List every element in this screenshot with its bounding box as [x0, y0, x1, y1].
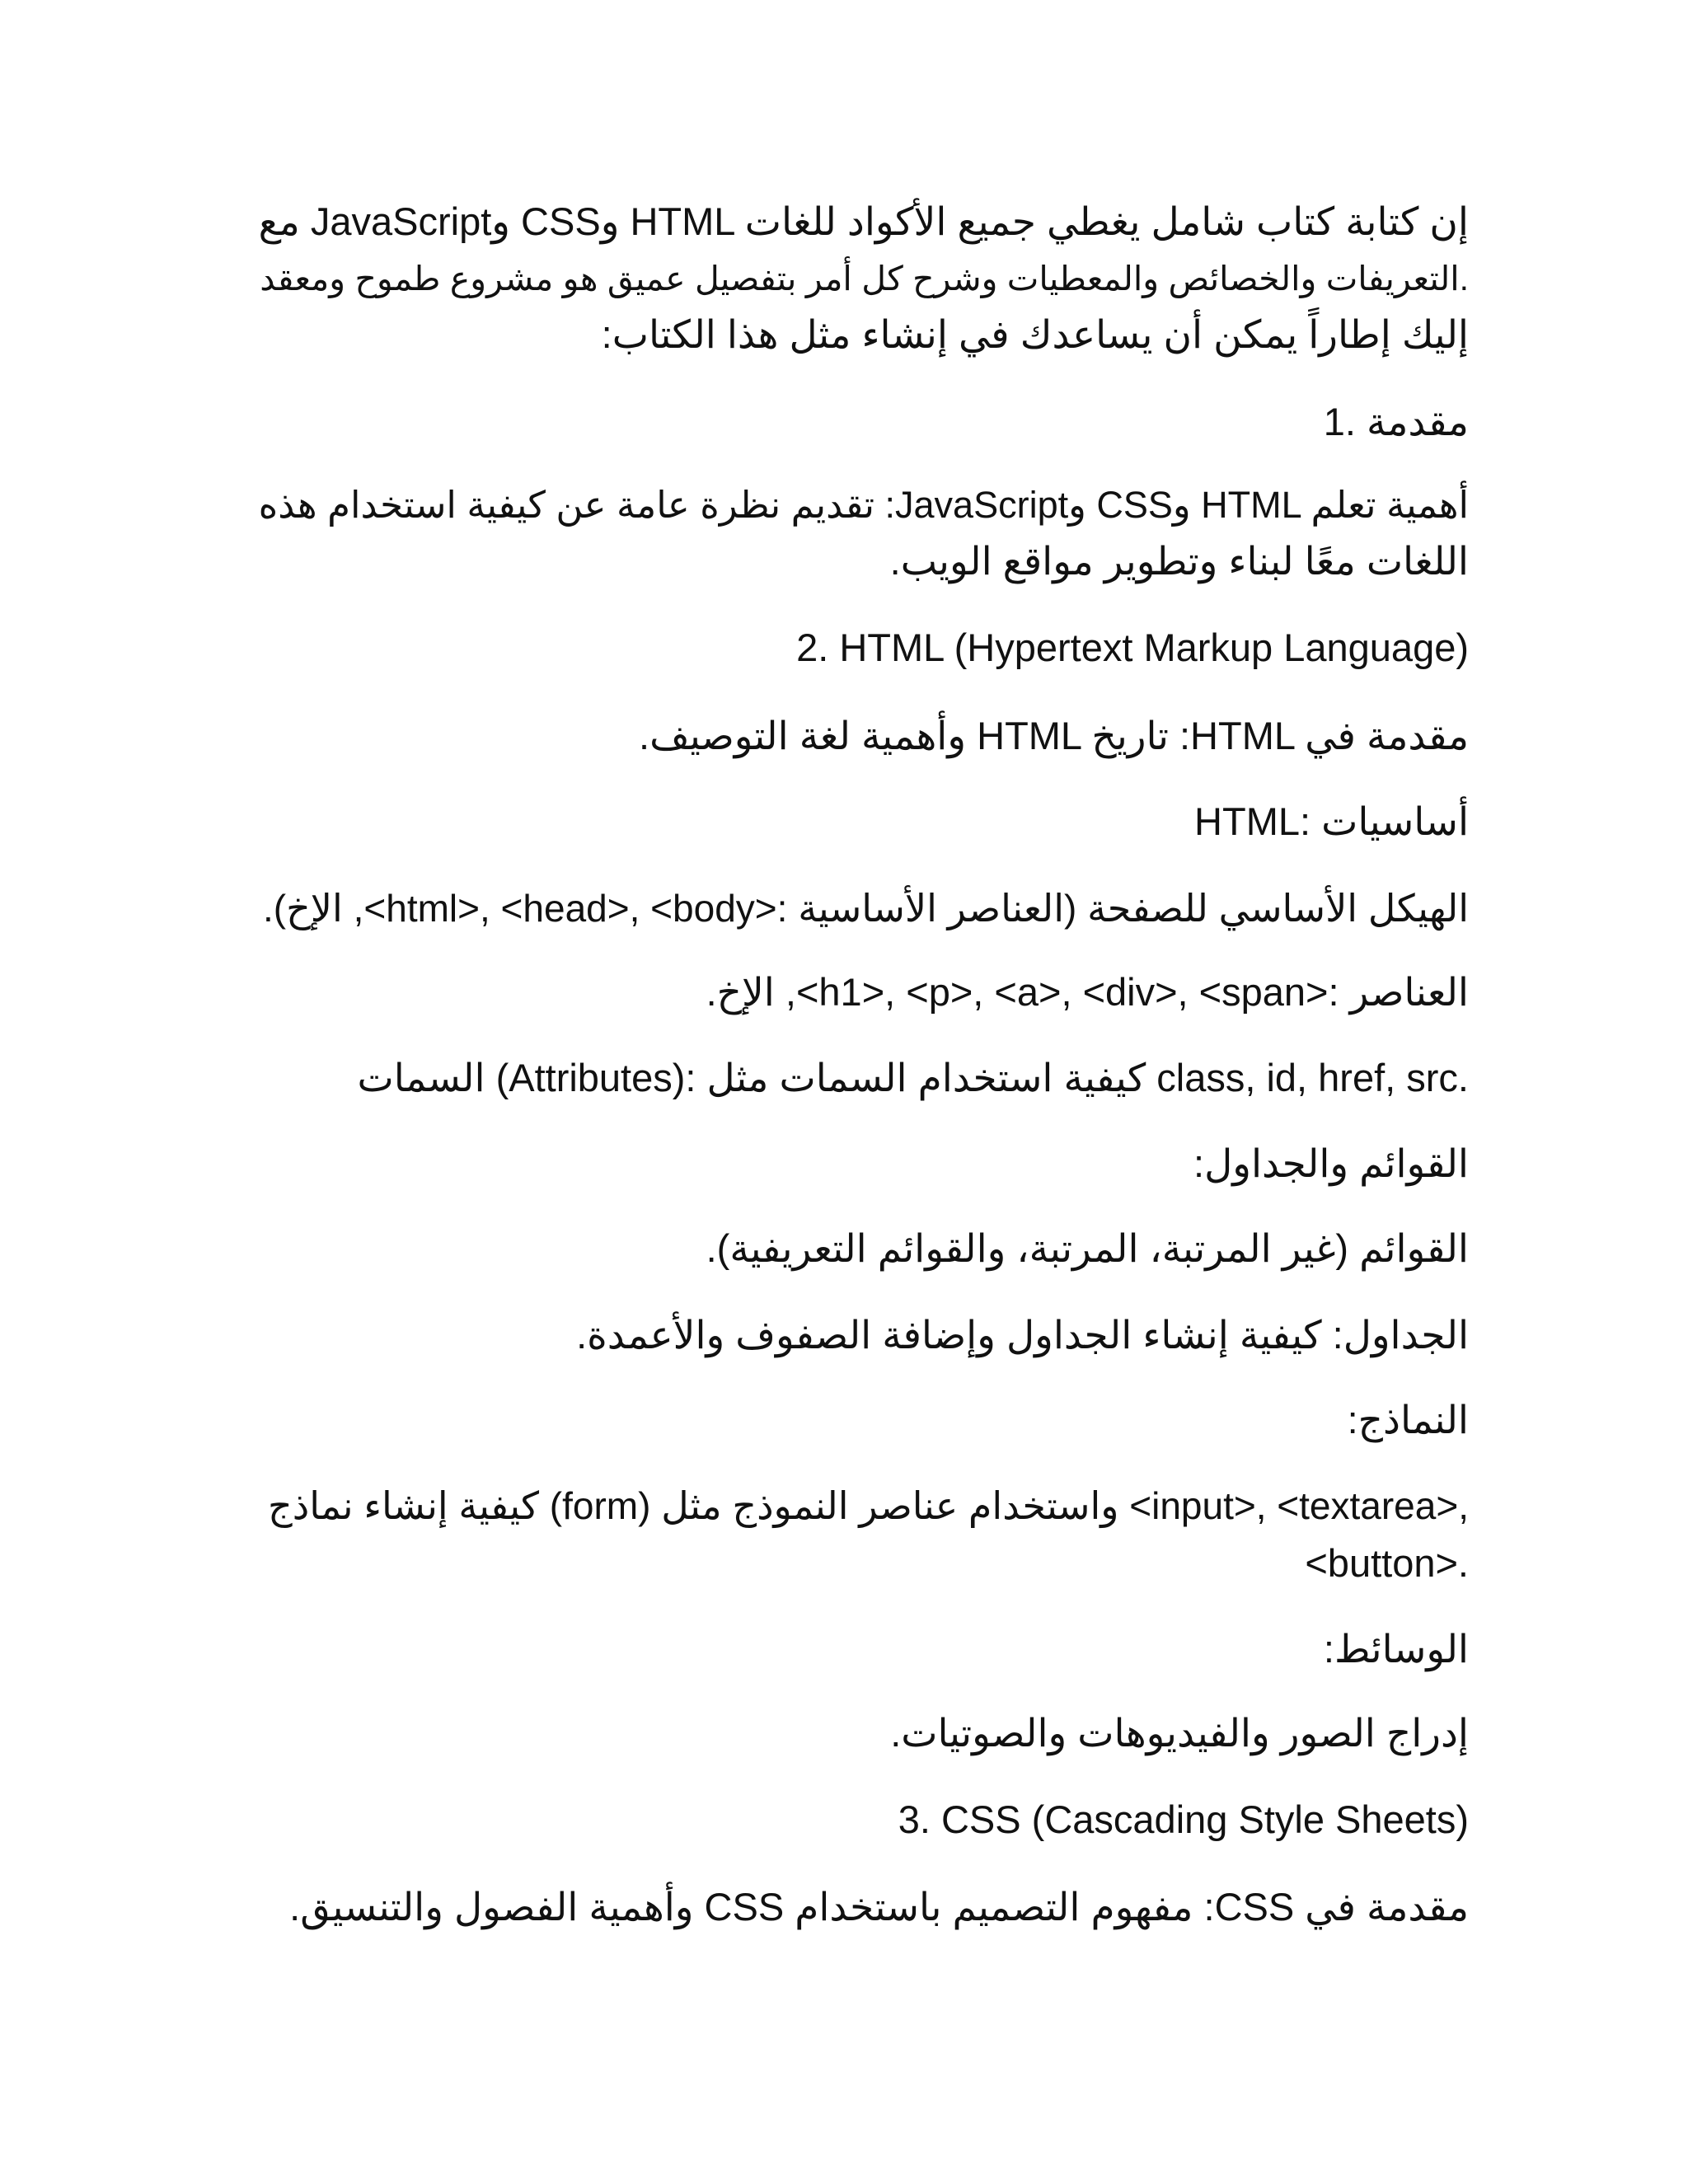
text-line — [249, 1480, 1469, 1531]
heading-text: مقدمة .1 — [1323, 400, 1469, 443]
text-line — [249, 1138, 1469, 1189]
text-span: السمات (Attributes): كيفية استخدام السمات مثل class, id, href, src. — [357, 1056, 1469, 1099]
text-span: كيفية إنشاء نماذج (form) واستخدام عناصر النموذج مثل <input>, <textarea>, — [268, 1484, 1469, 1527]
text-line — [249, 796, 1469, 847]
text-line — [249, 1052, 1469, 1104]
text-span: مع JavaScriptو CSSو HTML إن كتابة كتاب شامل يغطي جميع الأكواد للغات — [258, 199, 1469, 243]
text-line — [249, 536, 1469, 587]
text-span: .وأهمية لغة التوصيف HTML تاريخ :HTML مقدمة في — [639, 714, 1469, 757]
text-span: .(الإخ ,<html>, <head>, <body>: العناصر الأساسية) الهيكل الأساسي للصفحة — [262, 887, 1469, 930]
text-span: .الجداول: كيفية إنشاء الجداول وإضافة الصفوف والأعمدة — [576, 1313, 1469, 1357]
text-line — [249, 253, 1469, 304]
text-span: :إليك إطاراً يمكن أن يساعدك في إنشاء مثل هذا الكتاب — [601, 312, 1469, 356]
text-line — [249, 196, 1469, 247]
text-line — [249, 1882, 1469, 1933]
section-heading — [249, 1794, 1469, 1845]
text-span: .وأهمية الفصول والتنسيق CSS مفهوم التصميم باستخدام :CSS مقدمة في — [289, 1885, 1469, 1929]
text-line — [249, 1310, 1469, 1361]
text-line — [249, 1223, 1469, 1274]
text-line — [249, 710, 1469, 762]
text-span: .إدراج الصور والفيديوهات والصوتيات — [890, 1711, 1469, 1755]
text-span: :الوسائط — [1323, 1627, 1469, 1671]
text-span: التعريفات والخصائص والمعطيات وشرح كل أمر بتفصيل عميق هو مشروع طموح ومعقد. — [260, 260, 1469, 298]
heading-text: 2. HTML (Hypertext Markup Language) — [796, 626, 1469, 669]
text-span: :القوائم والجداول — [1193, 1141, 1469, 1185]
text-line — [249, 1624, 1469, 1675]
text-line — [249, 967, 1469, 1018]
text-line — [249, 883, 1469, 934]
text-line — [249, 480, 1469, 531]
text-line — [249, 1708, 1469, 1759]
section-heading — [249, 622, 1469, 673]
text-span: <button>. — [1305, 1541, 1469, 1585]
text-line — [249, 309, 1469, 360]
text-span: .الإخ ,<h1>, <p>, <a>, <div>, <span>: العناصر — [706, 970, 1469, 1014]
text-span: .اللغات معًا لبناء وتطوير مواقع الويب — [889, 539, 1469, 583]
text-span: تقديم نظرة عامة عن كيفية استخدام هذه :JavaScriptو CSSو HTML أهمية تعلم — [258, 484, 1469, 526]
text-span: :النماذج — [1347, 1398, 1469, 1441]
heading-text: 3. CSS (Cascading Style Sheets) — [898, 1797, 1469, 1841]
text-line — [249, 1538, 1469, 1589]
section-heading — [249, 396, 1469, 448]
text-span: HTML: أساسيات — [1194, 799, 1469, 843]
text-span: .القوائم (غير المرتبة، المرتبة، والقوائم التعريفية) — [706, 1226, 1469, 1270]
text-line — [249, 1394, 1469, 1446]
